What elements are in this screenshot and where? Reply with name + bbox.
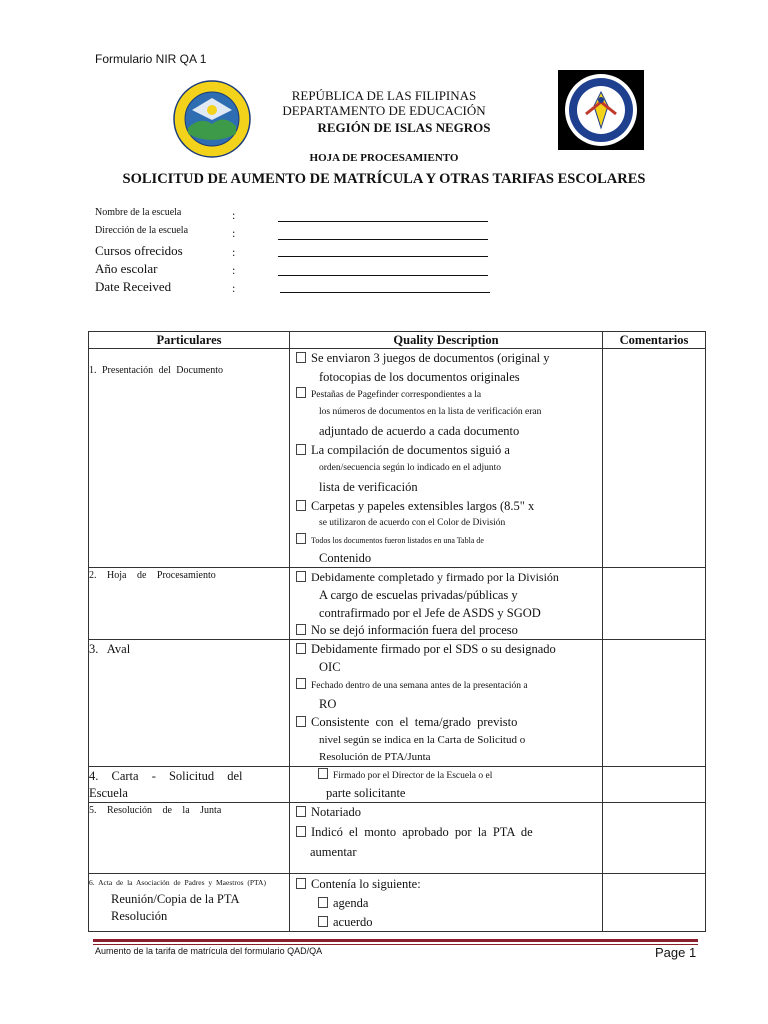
- checkbox[interactable]: [296, 533, 306, 544]
- quality-item: adjuntado de acuerdo a cada documento: [319, 424, 520, 438]
- quality-cell: [290, 349, 603, 568]
- quality-cell: [290, 803, 603, 874]
- checkbox[interactable]: [318, 916, 328, 927]
- quality-item: Debidamente firmado por el SDS o su designado: [311, 642, 556, 656]
- particular-label: Escuela: [89, 786, 128, 800]
- table-row: [89, 803, 706, 874]
- particular-label: 2. Hoja de Procesamiento: [89, 570, 216, 581]
- field-label-school-name: Nombre de la escuela: [95, 207, 182, 218]
- quality-item: Contenido: [319, 551, 372, 565]
- table-header-row: [89, 332, 706, 349]
- checkbox[interactable]: [318, 897, 328, 908]
- quality-item: Contenía lo siguiente:: [311, 877, 421, 891]
- table-row: [89, 640, 706, 767]
- quality-item: fotocopias de los documentos originales: [319, 370, 520, 384]
- quality-checklist-table: [88, 331, 706, 932]
- field-line-date-received[interactable]: [280, 278, 490, 293]
- document-title: SOLICITUD DE AUMENTO DE MATRÍCULA Y OTRAS TARIFAS ESCOLARES: [122, 171, 646, 187]
- quality-cell: [290, 767, 603, 803]
- quality-item: orden/secuencia según lo indicado en el adjunto: [319, 463, 502, 473]
- quality-item: los números de documentos en la lista de verificación eran: [319, 407, 542, 417]
- footer-rule-thin: [93, 944, 698, 945]
- particular-label: 4. Carta - Solicitud del: [89, 769, 243, 783]
- particular-cell: [89, 874, 290, 932]
- quality-item: agenda: [333, 896, 369, 910]
- column-header-particulares: Particulares: [89, 332, 290, 349]
- comment-cell[interactable]: [603, 640, 706, 767]
- particular-label: 6. Acta de la Asociación de Padres y Maestros (PTA): [89, 878, 266, 887]
- quality-item: No se dejó información fuera del proceso: [311, 623, 518, 637]
- column-header-quality-description: Quality Description: [290, 332, 603, 349]
- particular-label: 3. Aval: [89, 642, 131, 656]
- field-label-courses: Cursos ofrecidos: [95, 243, 183, 258]
- quality-item: acuerdo: [333, 915, 373, 929]
- checkbox[interactable]: [296, 643, 306, 654]
- comment-cell[interactable]: [603, 803, 706, 874]
- table-row: [89, 767, 706, 803]
- particular-cell: [89, 568, 290, 640]
- checkbox[interactable]: [296, 444, 306, 455]
- quality-item: nivel según se indica en la Carta de Solicitud o: [319, 734, 526, 746]
- quality-item: Consistente con el tema/grado previsto: [311, 715, 518, 729]
- quality-item: aumentar: [310, 845, 357, 859]
- page-number: Page 1: [655, 945, 697, 960]
- comment-cell[interactable]: [603, 767, 706, 803]
- table-row: [89, 568, 706, 640]
- particular-cell: [89, 349, 290, 568]
- checkbox[interactable]: [296, 826, 306, 837]
- footer-text: Aumento de la tarifa de matrícula del formulario QAD/QA: [95, 946, 323, 956]
- checkbox[interactable]: [296, 500, 306, 511]
- quality-item: Fechado dentro de una semana antes de la presentación a: [311, 681, 528, 691]
- quality-item: RO: [319, 697, 337, 711]
- quality-item: A cargo de escuelas privadas/públicas y: [319, 588, 518, 602]
- field-label-date-received: Date Received: [95, 279, 172, 294]
- form-code: Formulario NIR QA 1: [95, 52, 207, 66]
- footer-rule: [93, 939, 698, 942]
- particular-label: 1. Presentación del Documento: [89, 365, 223, 376]
- checkbox[interactable]: [296, 878, 306, 889]
- checkbox[interactable]: [296, 806, 306, 817]
- field-line-courses[interactable]: [278, 242, 488, 257]
- column-header-comentarios: Comentarios: [603, 332, 706, 349]
- particular-cell: [89, 640, 290, 767]
- quality-item: Debidamente completado y firmado por la División: [311, 570, 559, 584]
- particular-label: Resolución: [111, 909, 168, 923]
- field-colon: :: [232, 245, 236, 259]
- field-colon: :: [232, 208, 236, 222]
- quality-item: Todos los documentos fueron listados en una Tabla de: [311, 536, 484, 545]
- table-row: [89, 874, 706, 932]
- quality-item: Pestañas de Pagefinder correspondientes a la: [311, 390, 482, 400]
- checkbox[interactable]: [296, 678, 306, 689]
- quality-item: Notariado: [311, 805, 361, 819]
- quality-item: contrafirmado por el Jefe de ASDS y SGOD: [319, 606, 541, 620]
- checkbox[interactable]: [296, 571, 306, 582]
- quality-cell: [290, 874, 603, 932]
- quality-cell: [290, 568, 603, 640]
- comment-cell[interactable]: [603, 349, 706, 568]
- table-row: [89, 349, 706, 568]
- field-colon: :: [232, 263, 236, 277]
- header-republic: REPÚBLICA DE LAS FILIPINAS: [291, 88, 477, 103]
- quality-cell: [290, 640, 603, 767]
- quality-item: Se enviaron 3 juegos de documentos (original y: [311, 351, 550, 365]
- comment-cell[interactable]: [603, 874, 706, 932]
- checkbox[interactable]: [296, 716, 306, 727]
- field-line-school-name[interactable]: [278, 207, 488, 222]
- header-processing-sheet: HOJA DE PROCESAMIENTO: [309, 152, 459, 164]
- comment-cell[interactable]: [603, 568, 706, 640]
- particular-label: Reunión/Copia de la PTA: [111, 892, 240, 906]
- checkbox[interactable]: [296, 387, 306, 398]
- checkbox[interactable]: [296, 352, 306, 363]
- quality-item: se utilizaron de acuerdo con el Color de División: [319, 518, 506, 528]
- checkbox[interactable]: [318, 768, 328, 779]
- field-colon: :: [232, 281, 236, 295]
- particular-cell: [89, 803, 290, 874]
- particular-cell: [89, 767, 290, 803]
- header-department: DEPARTAMENTO DE EDUCACIÓN: [282, 103, 486, 118]
- particular-label: 5. Resolución de la Junta: [89, 805, 222, 816]
- field-label-school-year: Año escolar: [95, 261, 158, 276]
- checkbox[interactable]: [296, 624, 306, 635]
- quality-item: Carpetas y papeles extensibles largos (8.5" x: [311, 499, 535, 513]
- quality-item: La compilación de documentos siguió a: [311, 443, 510, 457]
- field-line-school-address[interactable]: [278, 225, 488, 240]
- header-region: REGIÓN DE ISLAS NEGROS: [317, 120, 491, 135]
- quality-item: Firmado por el Director de la Escuela o el: [333, 771, 493, 781]
- field-colon: :: [232, 226, 236, 240]
- field-label-school-address: Dirección de la escuela: [95, 225, 189, 236]
- quality-item: Resolución de PTA/Junta: [319, 751, 431, 763]
- quality-item: lista de verificación: [319, 480, 418, 494]
- field-line-school-year[interactable]: [278, 261, 488, 276]
- quality-item: OIC: [319, 660, 341, 674]
- quality-item: Indicó el monto aprobado por la PTA de: [311, 825, 533, 839]
- quality-item: parte solicitante: [326, 786, 406, 800]
